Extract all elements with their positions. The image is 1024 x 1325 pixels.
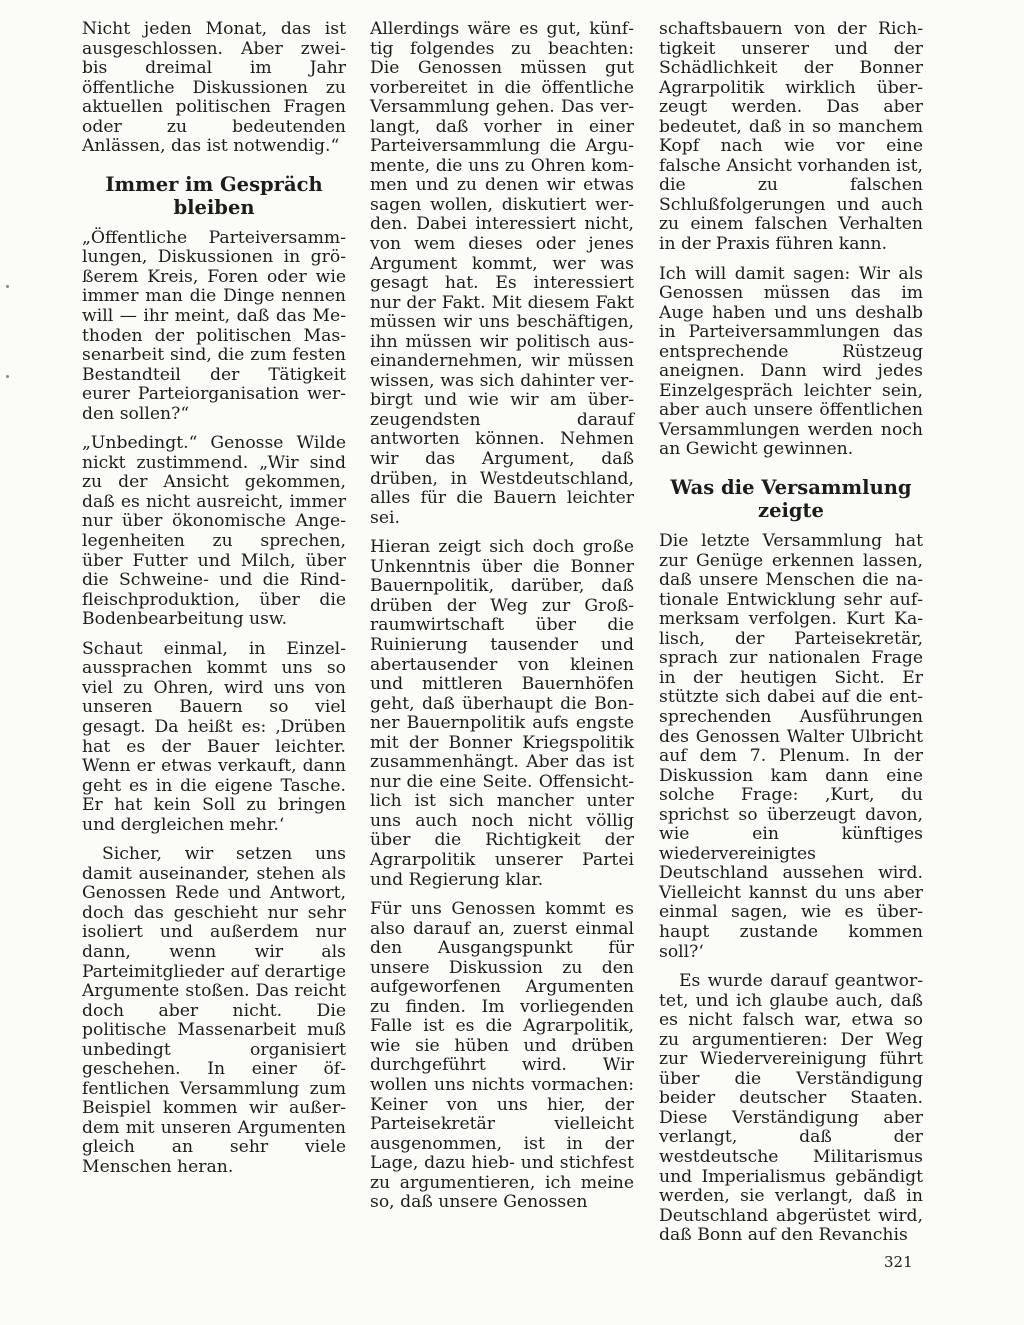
text-column-2 xyxy=(370,20,634,1223)
paragraph: Nicht jeden Monat, das ist ausgeschlossen. Aber zwei- bis dreimal im Jahr öffentliche Diskussionen zu aktuellen politischen Fragen oder zu bedeutenden Anlässen, das ist notwendig.“ xyxy=(82,19,346,157)
paragraph: „Unbedingt.“ Genosse Wilde nickt zustimmend. „Wir sind zu der Ansicht gekommen, daß es nicht ausreicht, immer nur über ökonomische Angelegenheiten zu sprechen, über Futter und Milch, über die Schweine- und die Rindfleischproduktion, über die Bodenbearbeitung usw. xyxy=(82,433,346,630)
margin-speck xyxy=(6,285,9,288)
paragraph: Allerdings wäre es gut, künftig folgendes zu beachten: Die Genossen müssen gut vorbereitet in die öffentliche Versammlung gehen. Das verlangt, daß vorher in einer Parteiversammlung die Argumente, die uns zu Ohren kommen und zu denen wir etwas sagen wollen, diskutiert werden. Dabei interessiert nicht, von wem dieses oder jenes Argument kommt, wer was gesagt hat. Es interessiert nur der Fakt. Mit diesem Fakt müssen wir uns beschäftigen, ihn müssen wir politisch auseinandernehmen, wir müssen wissen, was sich dahinter verbirgt und wie wir am überzeugendsten darauf antworten können. Nehmen wir das Argument, daß drüben, in Westdeutschland, alles für die Bauern leichter sei. xyxy=(370,19,634,528)
paragraph: Schaut einmal, in Einzelaussprachen kommt uns so viel zu Ohren, wird uns von unseren Bauern so viel gesagt. Da heißt es: ‚Drüben hat es der Bauer leichter. Wenn er etwas verkauft, dann geht es in die eigene Tasche. Er hat kein Soll zu bringen und dergleichen mehr.‘ xyxy=(82,638,346,835)
paragraph: Die letzte Versammlung hat zur Genüge erkennen lassen, daß unsere Menschen die nationale Entwicklung sehr aufmerksam verfolgen. Kurt Kalisch, der Parteisekretär, sprach zur nationalen Frage in der heutigen Sicht. Er stützte sich dabei auf die entsprechenden Ausführungen des Genossen Walter Ulbricht auf dem 7. Plenum. In der Diskussion kam dann eine solche Frage: ‚Kurt, du sprichst so überzeugt davon, wie ein künftiges wiedervereinigtes Deutschland aussehen wird. Vielleicht kannst du uns aber einmal sagen, wie es überhaupt zustande kommen soll?‘ xyxy=(659,531,923,962)
paragraph: Sicher, wir setzen uns damit auseinander, stehen als Genossen Rede und Antwort, doch das geschieht nur sehr isoliert und außerdem nur dann, wenn wir als Parteimitglieder auf derartige Argumente stoßen. Das reicht doch aber nicht. Die politische Massenarbeit muß unbedingt organisiert geschehen. In einer öffentlichen Versammlung zum Beispiel kommen wir außerdem mit unseren Argumenten gleich an sehr viele Menschen heran. xyxy=(82,844,346,1177)
paragraph: Es wurde darauf geantwortet, und ich glaube auch, daß es nicht falsch war, etwa so zu argumentieren: Der Weg zur Wiedervereinigung führt über die Verständigung beider deutscher Staaten. Diese Verständigung aber verlangt, daß der westdeutsche Militarismus und Imperialismus gebändigt werden, sie verlangt, daß in Deutschland abgerüstet wird, daß Bonn auf den Revanchis xyxy=(659,971,923,1246)
paragraph: Für uns Genossen kommt es also darauf an, zuerst einmal den Ausgangspunkt für unsere Diskussion zu den aufgeworfenen Argumenten zu finden. Im vorliegenden Falle ist es die Agrarpolitik, wie sie hüben und drüben durchgeführt wird. Wir wollen uns nichts vormachen: Keiner von uns hier, der Parteisekretär vielleicht ausgenommen, ist in der Lage, dazu hieb- und stichfest zu argumentieren, ich meine so, daß unsere Genossen xyxy=(370,899,634,1213)
section-heading: Immer im Gespräch bleiben xyxy=(105,172,323,219)
paragraph: „Öffentliche Parteiversammlungen, Diskussionen in größerem Kreis, Foren oder wie immer man die Dinge nennen will — ihr meint, daß das Methoden der politischen Massenarbeit sind, die zum festen Bestandteil der Tätigkeit eurer Parteiorganisation werden sollen?“ xyxy=(82,227,346,424)
text-column-1 xyxy=(82,20,346,1188)
paragraph: Hieran zeigt sich doch große Unkenntnis über die Bonner Bauernpolitik, darüber, daß drüben der Weg zur Großraumwirtschaft über die Ruinierung tausender und abertausender von kleinen und mittleren Bauernhöfen geht, daß überhaupt die Bonner Bauernpolitik aufs engste mit der Bonner Kriegspolitik zusammenhängt. Aber das ist nur die eine Seite. Offensichtlich ist sich mancher unter uns auch noch nicht völlig über die Richtigkeit der Agrarpolitik unserer Partei und Regierung klar. xyxy=(370,537,634,890)
margin-speck xyxy=(6,375,9,378)
paragraph: Ich will damit sagen: Wir als Genossen müssen das im Auge haben und uns deshalb in Parteiversammlungen das entsprechende Rüstzeug aneignen. Dann wird jedes Einzelgespräch leichter sein, aber auch unsere öffentlichen Versammlungen werden noch an Gewicht gewinnen. xyxy=(659,263,923,460)
section-heading: Was die Versammlung zeigte xyxy=(670,476,912,523)
text-column-3 xyxy=(659,20,923,1256)
paragraph: schaftsbauern von der Richtigkeit unserer und der Schädlichkeit der Bonner Agrarpolitik wirklich überzeugt werden. Das aber bedeutet, daß in so manchem Kopf nach wie vor eine falsche Ansicht vorhanden ist, die zu falschen Schlußfolgerungen und auch zu einem falschen Verhalten in der Praxis führen kann. xyxy=(659,19,923,255)
page-number: 321 xyxy=(884,1253,913,1271)
